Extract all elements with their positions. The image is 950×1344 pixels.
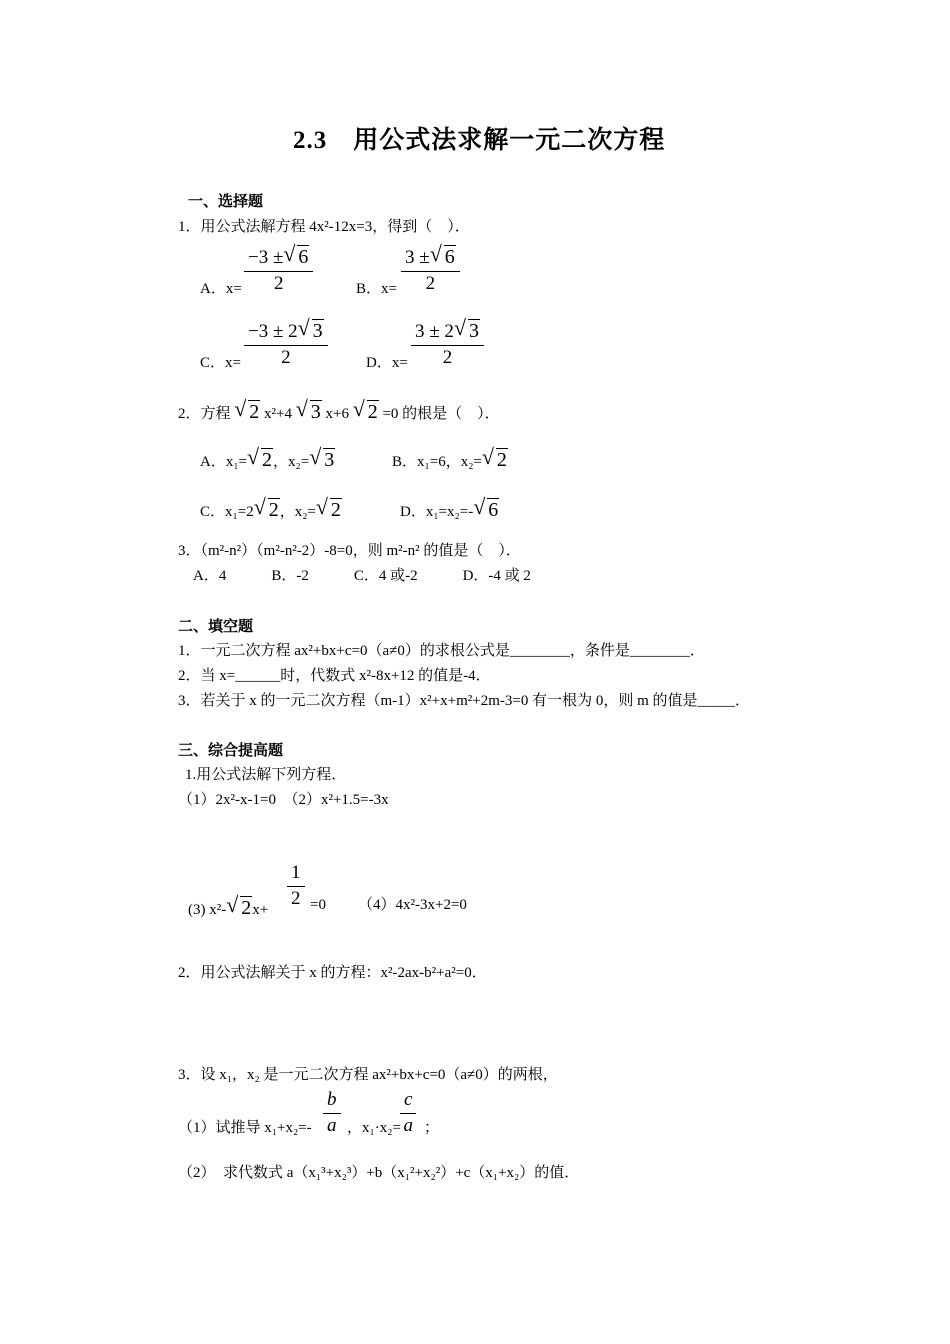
part-1-fraction-c-over-a: $\frac{c}{a}$ [400, 1087, 416, 1138]
part-1-fraction-b-over-a: $\frac{b}{a}$ [323, 1087, 341, 1138]
option-c-label: C．x= [200, 355, 241, 371]
section-heading-choice: 一、选择题 [188, 194, 264, 210]
comp-question-2: 2．用公式法解关于 x 的方程：x²-2ax-b²+a²=0． [178, 965, 487, 981]
q2-option-a: A．x₁= √ 2，x₂= √ 3 [200, 444, 335, 471]
question-1-stem: 1．用公式法解方程 4x²-12x=3，得到（ ）． [178, 219, 470, 235]
question-3-stem: 3．（m²-n²）（m²-n²-2）-8=0，则 m²-n² 的值是（ ）． [178, 543, 521, 559]
option-c-fraction: −3 ± 2 √ 3 2 [244, 318, 328, 370]
comp-question-1-part-3: (3) x²- √ 2x+ [188, 892, 269, 919]
option-b-fraction: 3 ± √ 6 2 [401, 244, 460, 296]
comp-question-3-part-1: （1）试推导 x₁+x₂=- [178, 1120, 312, 1136]
option-b-label: B．x= [356, 281, 397, 297]
comp-question-3-part-2: （2） 求代数式 a（x₁³+x₂³）+b（x₁²+x₂²）+c（x₁+x₂）的值． [178, 1165, 580, 1181]
option-a-label: A．x= [200, 281, 242, 297]
comp-question-1-part-4: （4）4x²-3x+2=0 [358, 897, 467, 913]
q2-option-c: C．x₁=2 √ 2，x₂= √ 2 [200, 494, 341, 521]
fill-question-3: 3．若关于 x 的一元二次方程（m-1）x²+x+m²+2m-3=0 有一根为 0，则 m 的值是_____． [178, 693, 750, 709]
fill-question-2: 2．当 x=______时，代数式 x²-8x+12 的值是-4． [178, 668, 491, 684]
question-2-stem: 2．方程 √ 2 x²+4 √ 3 x+6 √ 2 =0 的根是（ ）． [178, 396, 500, 423]
comp-question-3-stem: 3．设 x₁，x₂ 是一元二次方程 ax²+bx+c=0（a≠0）的两根， [178, 1067, 558, 1083]
q2-option-b: B．x₁=6，x₂= √ 2 [392, 444, 507, 471]
section-heading-fill: 二、填空题 [178, 619, 254, 635]
comp-question-1-parts-1-2: （1）2x²-x-1=0 （2）x²+1.5=-3x [178, 792, 389, 808]
question-3-options: A．4 B．-2 C．4 或-2 D．-4 或 2 [193, 568, 531, 584]
section-heading-comprehensive: 三、综合提高题 [178, 743, 284, 759]
comp-question-1-stem: 1.用公式法解下列方程． [185, 767, 347, 783]
option-d-fraction: 3 ± 2 √ 3 2 [411, 318, 484, 370]
page-title: 2.3 用公式法求解一元二次方程 [293, 127, 666, 154]
part-1-product: ，x₁·x₂= [347, 1120, 401, 1136]
part-3-fraction: $\frac{1}{2}$ [287, 860, 305, 911]
option-a-fraction: −3 ± √ 6 2 [244, 244, 313, 296]
part-3-equals: =0 [310, 897, 326, 913]
part-1-semicolon: ； [424, 1120, 440, 1136]
option-d-label: D．x= [366, 355, 408, 371]
fill-question-1: 1．一元二次方程 ax²+bx+c=0（a≠0）的求根公式是________，条件是________． [178, 643, 705, 659]
q2-option-d: D．x₁=x₂=- √ 6 [400, 494, 499, 521]
